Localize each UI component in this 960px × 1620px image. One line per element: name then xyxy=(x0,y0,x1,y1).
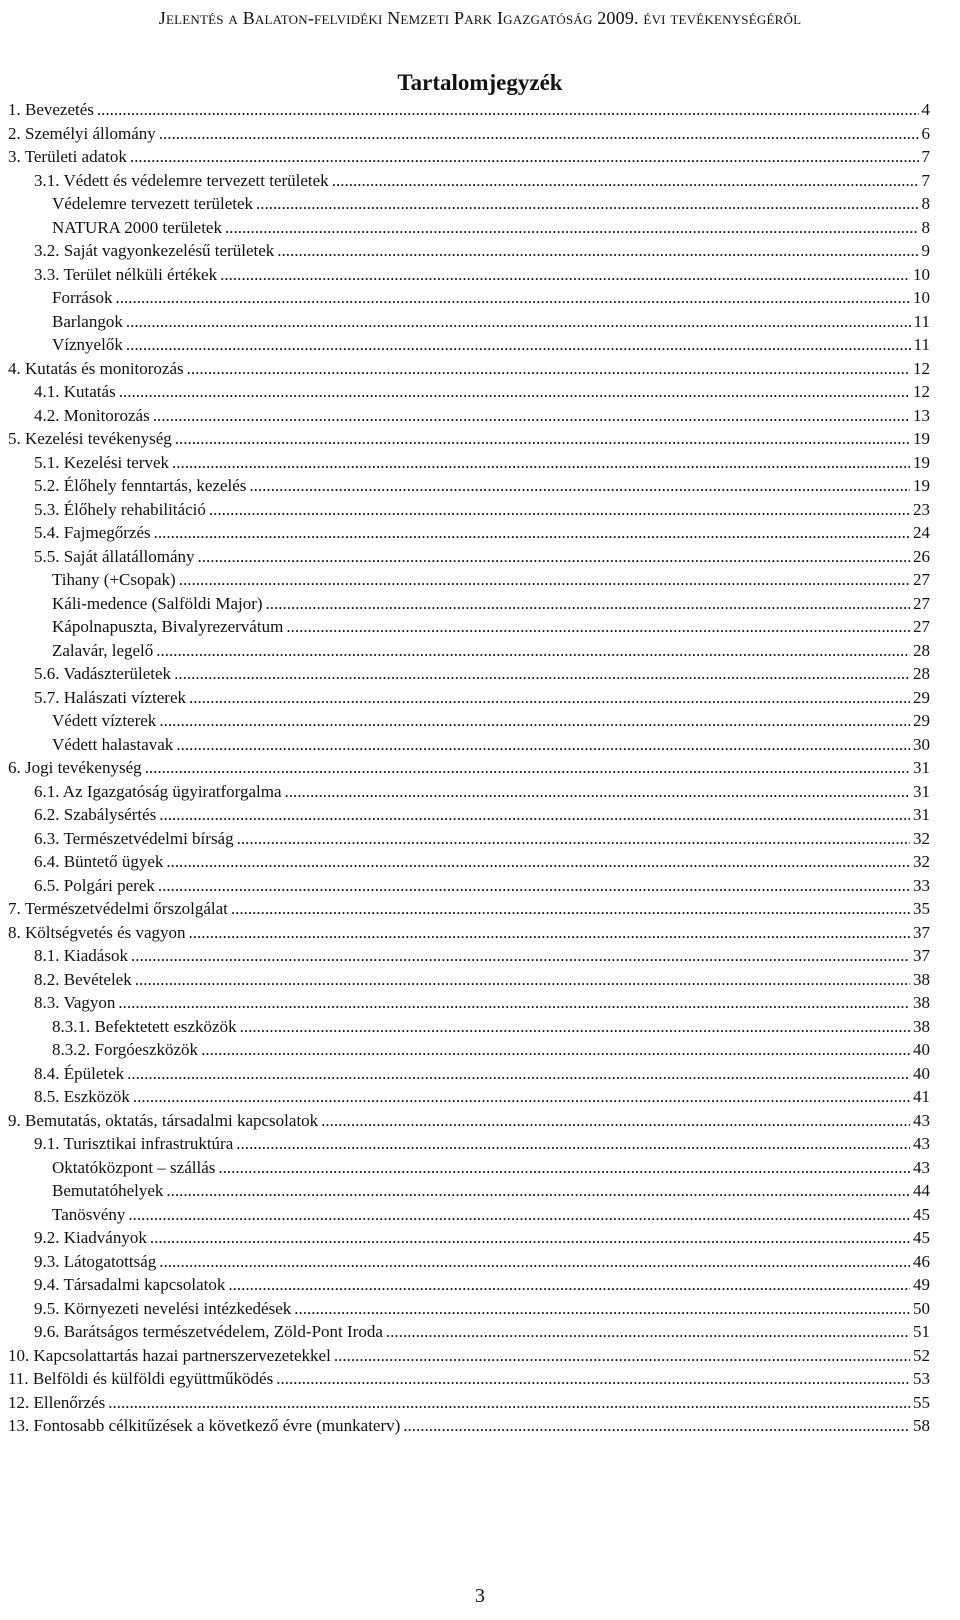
toc-leader-dots xyxy=(118,991,910,1015)
toc-leader-dots xyxy=(130,145,919,169)
toc-entry[interactable] xyxy=(8,98,930,122)
toc-leader-dots xyxy=(201,1038,910,1062)
toc-entry-page: 7 xyxy=(921,170,930,190)
toc-entry-page: 31 xyxy=(913,805,930,824)
toc-leader-dots xyxy=(154,521,910,545)
toc-leader-dots xyxy=(228,1273,910,1297)
toc-entry-page: 45 xyxy=(913,1204,930,1224)
toc-leader-dots xyxy=(115,286,910,310)
toc-leader-dots xyxy=(332,169,919,193)
toc-entry[interactable] xyxy=(34,239,930,263)
toc-entry[interactable] xyxy=(34,404,930,428)
toc-entry-page: 53 xyxy=(913,1369,930,1388)
toc-entry[interactable] xyxy=(34,451,930,475)
toc-entry[interactable] xyxy=(34,1062,930,1086)
toc-entry-page: 27 xyxy=(913,593,930,613)
toc-entry[interactable] xyxy=(52,333,930,357)
toc-entry[interactable] xyxy=(8,1344,930,1368)
toc-entry-page: 40 xyxy=(913,1063,930,1083)
toc-entry-label: 5.3. Élőhely rehabilitáció xyxy=(34,499,206,519)
toc-entry-label: 6.4. Büntető ügyek xyxy=(34,852,164,871)
toc-entry[interactable] xyxy=(34,780,930,804)
toc-entry[interactable] xyxy=(34,827,930,851)
page-number: 3 xyxy=(475,1585,485,1607)
toc-leader-dots xyxy=(179,568,910,592)
toc-entry-page: 45 xyxy=(913,1228,930,1247)
toc-entry[interactable] xyxy=(34,968,930,992)
toc-entry-label: 6. Jogi tevékenység xyxy=(8,758,142,777)
toc-entry-page: 13 xyxy=(913,405,930,425)
toc-leader-dots xyxy=(285,780,910,804)
toc-entry[interactable] xyxy=(34,498,930,522)
toc-leader-dots xyxy=(249,474,910,498)
toc-leader-dots xyxy=(236,1132,910,1156)
toc-entry-page: 28 xyxy=(913,664,930,683)
toc-entry[interactable] xyxy=(34,521,930,545)
toc-entry-label: 9.3. Látogatottság xyxy=(34,1251,157,1271)
toc-entry-page: 12 xyxy=(913,358,930,378)
toc-entry[interactable] xyxy=(52,592,930,616)
toc-leader-dots xyxy=(276,1367,910,1391)
toc-leader-dots xyxy=(294,1297,910,1321)
toc-leader-dots xyxy=(218,1156,910,1180)
toc-entry-label: 6.3. Természetvédelmi bírság xyxy=(34,828,234,848)
toc-entry-label: 6.1. Az Igazgatóság ügyiratforgalma xyxy=(34,781,282,801)
toc-leader-dots xyxy=(158,874,910,898)
toc-entry[interactable] xyxy=(8,1109,930,1133)
toc-entry[interactable] xyxy=(34,662,930,686)
toc-entry-page: 46 xyxy=(913,1251,930,1271)
toc-entry-label: 9.4. Társadalmi kapcsolatok xyxy=(34,1275,226,1294)
toc-entry-page: 4 xyxy=(921,100,930,119)
toc-entry[interactable] xyxy=(52,1015,930,1039)
toc-entry[interactable] xyxy=(34,474,930,498)
toc-entry[interactable] xyxy=(52,615,930,639)
toc-entry[interactable] xyxy=(34,1226,930,1250)
toc-entry-page: 29 xyxy=(913,711,930,730)
toc-entry-label: 9.5. Környezeti nevelési intézkedések xyxy=(34,1298,292,1318)
toc-entry-label: 6.2. Szabálysértés xyxy=(34,805,157,824)
toc-entry-label: 1. Bevezetés xyxy=(8,100,94,119)
toc-entry-page: 23 xyxy=(913,499,930,519)
toc-entry-page: 31 xyxy=(913,758,930,777)
toc-entry-label: 11. Belföldi és külföldi együttműködés xyxy=(8,1369,274,1388)
toc-leader-dots xyxy=(189,921,910,945)
toc-entry[interactable] xyxy=(52,1038,930,1062)
toc-entry[interactable] xyxy=(8,1414,930,1438)
toc-entry-label: 3.3. Terület nélküli értékek xyxy=(34,264,218,284)
toc-leader-dots xyxy=(135,968,910,992)
toc-leader-dots xyxy=(97,98,919,122)
toc-entry-label: 3.1. Védett és védelemre tervezett területek xyxy=(34,170,329,190)
toc-entry-page: 31 xyxy=(913,781,930,801)
toc-entry-label: 6.5. Polgári perek xyxy=(34,875,155,895)
toc-entry-label: Oktatóközpont – szállás xyxy=(52,1157,216,1177)
toc-entry[interactable] xyxy=(8,122,930,146)
toc-entry-label: 8.5. Eszközök xyxy=(34,1087,130,1106)
toc-leader-dots xyxy=(220,263,910,287)
toc-entry[interactable] xyxy=(8,1367,930,1391)
toc-entry[interactable] xyxy=(52,286,930,310)
toc-entry-page: 8 xyxy=(921,194,930,213)
toc-entry-label: 8.1. Kiadások xyxy=(34,946,128,965)
toc-entry[interactable] xyxy=(52,192,930,216)
toc-entry-label: Barlangok xyxy=(52,311,123,331)
toc-entry[interactable] xyxy=(8,357,930,381)
toc-entry-page: 9 xyxy=(921,241,930,260)
toc-entry-page: 58 xyxy=(913,1416,930,1435)
toc-entry[interactable] xyxy=(34,263,930,287)
toc-entry-page: 11 xyxy=(913,335,930,354)
toc-entry-page: 50 xyxy=(913,1298,930,1318)
toc-entry-label: 7. Természetvédelmi őrszolgálat xyxy=(8,899,228,918)
toc-entry-label: 8. Költségvetés és vagyon xyxy=(8,922,186,942)
toc-leader-dots xyxy=(166,850,910,874)
toc-entry-page: 26 xyxy=(913,546,930,566)
toc-leader-dots xyxy=(131,944,910,968)
toc-leader-dots xyxy=(321,1109,910,1133)
toc-entry-page: 6 xyxy=(921,123,930,143)
toc-entry[interactable] xyxy=(34,1085,930,1109)
toc-entry-page: 52 xyxy=(913,1345,930,1365)
toc-entry-page: 10 xyxy=(913,264,930,284)
toc-leader-dots xyxy=(159,122,919,146)
toc-entry[interactable] xyxy=(52,568,930,592)
toc-entry-label: 5.7. Halászati vízterek xyxy=(34,687,186,707)
toc-entry-label: 3. Területi adatok xyxy=(8,147,127,166)
toc-leader-dots xyxy=(237,827,910,851)
toc-entry-page: 10 xyxy=(913,288,930,307)
toc-entry-page: 27 xyxy=(913,617,930,636)
toc-leader-dots xyxy=(209,498,910,522)
toc-leader-dots xyxy=(286,615,910,639)
toc-entry-label: Zalavár, legelő xyxy=(52,640,154,660)
toc-entry-page: 33 xyxy=(913,875,930,895)
toc-entry[interactable] xyxy=(52,310,930,334)
toc-entry-label: 5.5. Saját állatállomány xyxy=(34,546,195,566)
toc-entry[interactable] xyxy=(34,1250,930,1274)
toc-entry-page: 12 xyxy=(913,382,930,401)
toc-leader-dots xyxy=(240,1015,910,1039)
toc-entry-label: 9.6. Barátságos természetvédelem, Zöld-Pont Iroda xyxy=(34,1322,383,1341)
toc-entry-page: 28 xyxy=(913,640,930,660)
toc-entry-page: 30 xyxy=(913,734,930,754)
toc-leader-dots xyxy=(231,897,910,921)
toc-entry-label: 8.4. Épületek xyxy=(34,1063,125,1083)
toc-entry-page: 55 xyxy=(913,1392,930,1412)
toc-leader-dots xyxy=(172,451,910,475)
toc-entry[interactable] xyxy=(52,1179,930,1203)
toc-entry-page: 43 xyxy=(913,1110,930,1130)
toc-leader-dots xyxy=(159,1250,910,1274)
toc-entry[interactable] xyxy=(8,1391,930,1415)
toc-leader-dots xyxy=(256,192,918,216)
toc-entry-page: 44 xyxy=(913,1181,930,1200)
toc-entry-page: 43 xyxy=(913,1157,930,1177)
toc-entry-label: 3.2. Saját vagyonkezelésű területek xyxy=(34,241,275,260)
toc-entry[interactable] xyxy=(52,709,930,733)
toc-leader-dots xyxy=(153,404,910,428)
toc-leader-dots xyxy=(150,1226,910,1250)
toc-leader-dots xyxy=(189,686,910,710)
toc-entry-label: 8.3.2. Forgóeszközök xyxy=(52,1040,199,1059)
toc-leader-dots xyxy=(277,239,918,263)
toc-entry-page: 8 xyxy=(921,217,930,237)
toc-leader-dots xyxy=(159,803,910,827)
toc-leader-dots xyxy=(127,1062,910,1086)
toc-entry-page: 41 xyxy=(913,1087,930,1106)
toc-leader-dots xyxy=(156,639,910,663)
toc-entry-page: 43 xyxy=(913,1134,930,1153)
toc-entry[interactable] xyxy=(52,639,930,663)
toc-entry-page: 38 xyxy=(913,969,930,989)
toc-entry-label: 10. Kapcsolattartás hazai partnerszervezetekkel xyxy=(8,1345,331,1365)
toc-entry-label: 5.6. Vadászterületek xyxy=(34,664,172,683)
toc-entry-page: 37 xyxy=(913,922,930,942)
toc-entry-label: Víznyelők xyxy=(52,335,123,354)
page-header: Jelentés a Balaton-felvidéki Nemzeti Park Igazgatóság 2009. évi tevékenységéről xyxy=(158,8,802,28)
toc-entry[interactable] xyxy=(34,803,930,827)
toc-entry[interactable] xyxy=(8,756,930,780)
toc-entry-page: 35 xyxy=(913,899,930,918)
toc-leader-dots xyxy=(145,756,910,780)
toc-entry[interactable] xyxy=(34,169,930,193)
toc-entry-label: 5. Kezelési tevékenység xyxy=(8,429,172,448)
toc-entry[interactable] xyxy=(34,380,930,404)
toc-entry[interactable] xyxy=(52,733,930,757)
toc-leader-dots xyxy=(119,380,910,404)
toc-entry-label: 4. Kutatás és monitorozás xyxy=(8,358,184,378)
toc-leader-dots xyxy=(176,733,910,757)
toc-leader-dots xyxy=(403,1414,910,1438)
toc-entry-label: 8.3. Vagyon xyxy=(34,993,116,1012)
toc-entry[interactable] xyxy=(34,944,930,968)
toc-leader-dots xyxy=(266,592,910,616)
toc-entry-label: NATURA 2000 területek xyxy=(52,217,222,237)
toc-leader-dots xyxy=(126,310,911,334)
toc-leader-dots xyxy=(126,333,911,357)
toc-entry-page: 7 xyxy=(921,147,930,166)
toc-entry-page: 40 xyxy=(913,1040,930,1059)
toc-entry-label: Források xyxy=(52,288,113,307)
toc-entry[interactable] xyxy=(34,1273,930,1297)
toc-entry[interactable] xyxy=(34,1320,930,1344)
toc-entry[interactable] xyxy=(8,921,930,945)
toc-entry-label: Védelemre tervezett területek xyxy=(52,194,254,213)
toc-entry[interactable] xyxy=(52,1203,930,1227)
toc-title: Tartalomjegyzék xyxy=(397,70,563,95)
toc-entry-label: Bemutatóhelyek xyxy=(52,1181,164,1200)
toc-entry-label: 9.2. Kiadványok xyxy=(34,1228,147,1247)
toc-leader-dots xyxy=(159,709,910,733)
toc-entry-page: 38 xyxy=(913,993,930,1012)
toc-entry-label: 4.1. Kutatás xyxy=(34,382,116,401)
toc-entry-label: 5.1. Kezelési tervek xyxy=(34,452,169,472)
toc-entry[interactable] xyxy=(8,145,930,169)
toc-leader-dots xyxy=(174,662,910,686)
toc-leader-dots xyxy=(198,545,910,569)
toc-entry-page: 49 xyxy=(913,1275,930,1294)
toc-entry-label: 12. Ellenőrzés xyxy=(8,1392,106,1412)
toc-entry-page: 24 xyxy=(913,523,930,542)
toc-entry-page: 27 xyxy=(913,570,930,589)
toc-entry[interactable] xyxy=(52,1156,930,1180)
toc-entry-page: 37 xyxy=(913,946,930,965)
toc-entry-label: 5.4. Fajmegőrzés xyxy=(34,523,151,542)
toc-entry-label: Tihany (+Csopak) xyxy=(52,570,176,589)
toc-entry[interactable] xyxy=(8,427,930,451)
toc-leader-dots xyxy=(175,427,910,451)
toc-entry-label: Tanösvény xyxy=(52,1204,126,1224)
toc-entry[interactable] xyxy=(34,545,930,569)
toc-entry[interactable] xyxy=(34,686,930,710)
toc-entry-page: 11 xyxy=(913,311,930,331)
toc-entry[interactable] xyxy=(34,1297,930,1321)
toc-entry-page: 19 xyxy=(913,429,930,448)
toc-entry-label: 4.2. Monitorozás xyxy=(34,405,150,425)
toc-entry-label: Kápolnapuszta, Bivalyrezervátum xyxy=(52,617,284,636)
toc-entry-label: Védett vízterek xyxy=(52,711,157,730)
toc-leader-dots xyxy=(334,1344,910,1368)
toc-entry-page: 51 xyxy=(913,1322,930,1341)
toc-entry-label: 13. Fontosabb célkitűzések a következő évre (munkaterv) xyxy=(8,1416,401,1435)
toc-entry-page: 19 xyxy=(913,452,930,472)
toc-entry-page: 32 xyxy=(913,828,930,848)
toc-entry-label: Védett halastavak xyxy=(52,734,174,754)
toc-entry-label: 2. Személyi állomány xyxy=(8,123,156,143)
toc-leader-dots xyxy=(108,1391,910,1415)
toc-entry[interactable] xyxy=(34,1132,930,1156)
toc-entry-label: 8.2. Bevételek xyxy=(34,969,132,989)
toc-entry-label: Káli-medence (Salföldi Major) xyxy=(52,593,263,613)
toc-entry[interactable] xyxy=(34,991,930,1015)
toc-entry-label: 8.3.1. Befektetett eszközök xyxy=(52,1016,237,1036)
toc-entry-page: 38 xyxy=(913,1016,930,1036)
toc-entry-page: 29 xyxy=(913,687,930,707)
toc-entry-page: 32 xyxy=(913,852,930,871)
toc-entry-label: 5.2. Élőhely fenntartás, kezelés xyxy=(34,476,247,495)
toc-entry[interactable] xyxy=(34,850,930,874)
toc-entry-label: 9. Bemutatás, oktatás, társadalmi kapcsolatok xyxy=(8,1110,319,1130)
toc-entry[interactable] xyxy=(8,897,930,921)
toc-entry[interactable] xyxy=(34,874,930,898)
toc-leader-dots xyxy=(225,216,919,240)
toc-leader-dots xyxy=(386,1320,910,1344)
toc-leader-dots xyxy=(166,1179,910,1203)
toc-entry-label: 9.1. Turisztikai infrastruktúra xyxy=(34,1134,234,1153)
toc-leader-dots xyxy=(133,1085,910,1109)
toc-leader-dots xyxy=(187,357,910,381)
toc-entry[interactable] xyxy=(52,216,930,240)
toc-entry-page: 19 xyxy=(913,476,930,495)
toc-leader-dots xyxy=(128,1203,910,1227)
